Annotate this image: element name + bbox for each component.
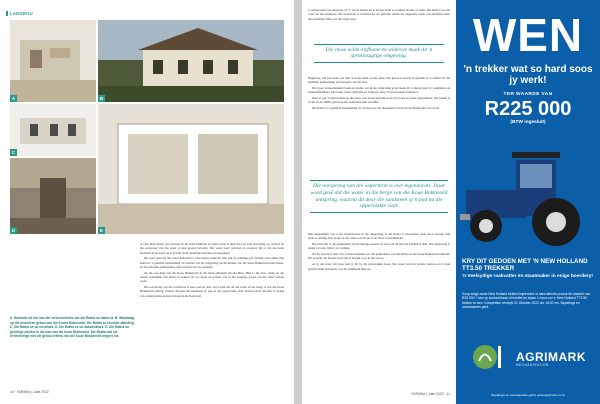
ad-wen-heading: WEN: [472, 9, 584, 61]
right-body-middle: [308, 76, 450, 112]
ad-body-text: Koop enige nuwe New Holland trekker/implement of aanvullende produk ter waarde van R25 000 + btw op kontant/kaart of krediet en staan 'n kans om 'n New Holland TT3.50 trekker te wen. Kompetisie verstryk 31 Oktober 2022 om 18:00 vm. Bepalings en voorwaardes geld.: [462, 292, 591, 310]
photo-e-image: [98, 104, 284, 234]
right-paragraph: Die Rattra is 'n geliefde bestemming vir toeriste wat die skoonheid van die Koue Bokkeveld wil ervaar.: [312, 106, 440, 111]
left-page-footer: 10 · FARMbiz | Julie 2022: [10, 390, 49, 394]
right-paragraph: As jy die water wil proe, kan jy dit by die plaaswinkel koop. Die water word in bottels verkoop en is baie gewild onder besoekers wat dit saamneem huis toe.: [308, 262, 450, 271]
agrimark-logo-subtext: MECHANISATION: [516, 363, 549, 367]
ad-price: R225 000: [484, 98, 572, 120]
photo-e: [98, 104, 284, 234]
right-paragraph: Die groot verskeidenheid bome en plante wat in die omgewing groei maak dit 'n ideale plek vir voëlkykers en natuurliefhebbers. Die reuse wilde olyfbome en wildevye skep 'n betowerende atmosfeer.: [308, 86, 450, 95]
photo-a: [10, 20, 96, 102]
right-body-top: [308, 8, 450, 22]
right-paragraph: Met inagneming van al die vrugteboorde in die omgewing, is die Rattra 'n besonderse plek om te besoek. Die plaas is omring deur berge en die water wat uit die bron vloei is kristalhelder.: [308, 232, 450, 241]
photo-label-b: B: [99, 96, 104, 101]
ad-headline: 'n trekker wat so hard soos jy werk!: [463, 64, 593, 86]
section-tag: LANDBOU: [10, 11, 34, 16]
left-paragraph: Dit word gesê dat die water heilsaam is; baie mense drink dit elke dag en sommige glo dit help teen siekte. Die Rattra is 'n geliefde bestemming vir toeriste wat die omgewing en die kulture van die Koue Bokkeveld kom beleef, en die plaaslike gemeenskap trek voordeel uit die toerisme.: [140, 256, 284, 269]
right-page: [302, 0, 600, 404]
ad-footer[interactable]: Bepalings en voorwaardes geld | www.agrimark.co.za: [491, 393, 565, 397]
photo-caption: A. Roetrots uit een van die vertrekruimtes van die Rattra so halwe ta. B. Wrakbaag op die historiese gebou van die Kouse Bokkeveld. Die Rattra se klooster-afleiding. C. Die Rattra se ou meulhuis. D. Die Rattra se ou dakstrukture. E. Die Rattra so gesellige plekkie in die hart van die Koue Bokkeveld. Die Rattra wat nie herinneringe met die gebou erfenis van die Koue Bokkeveld vergeet nie.: [10, 316, 135, 338]
right-paragraph: Die plaas het 'n ryk geskiedenis en die huidige eienaars is trots om dit met die publiek te deel. Die omgewing is ideaal vir stap, fietsry en voëlkyk.: [308, 242, 450, 251]
section-tag-bar: [6, 11, 8, 16]
ad-subheadline: KRY DIT GEDOEN MET 'N NEW HOLLAND TT3.50 TREKKER: [462, 258, 588, 272]
pull-quote-rule: [314, 62, 444, 63]
right-paragraph: 'n temperatuur van ongeveer 15 °C in die kelder uit te bestee. Daar is verskeie bronne of reeks. Die Rattra was die water uit die sandsteen. Die bronwater is in historiese tye gebruik, omdat die ongerepte water van die Rattra deur die natuurlike filter van die berge loop.: [308, 8, 450, 21]
right-paragraph: Op die terrein is daar ook 'n klein museum wat die geskiedenis van die Rattra en die Koue Bokkeveld uitbeeld. Dit is beslis die moeite werd om te besoek as jy in die area is.: [308, 252, 450, 261]
left-body-column: [140, 242, 284, 300]
agrimark-logo-text: AGRIMARK: [516, 350, 586, 364]
pull-quote-2: [310, 180, 448, 213]
photo-d-image: [10, 158, 96, 234]
photo-a-image: [10, 20, 96, 102]
pull-quote-2-text: Die oorsprong van die waterbron is ewe legendaries. Daar word gesê dat die water in die berge van die Koue Bokkeveld ontspring, waarna dit deur die sandsteen sy'n pad na die oppervlakte vind.: [310, 183, 448, 210]
right-page-footer: FARMbiz | Julie 2022 · 11: [411, 392, 450, 396]
ad-vat-note: (BTW ingesluit): [510, 120, 546, 125]
pull-quote-1-text: Die reuse wilde olyfbome en wildevye maak dit 'n sprokiesagtige omgewing.: [325, 47, 433, 60]
agrimark-advertisement[interactable]: [456, 0, 600, 404]
agrimark-logo-icon: [472, 344, 512, 370]
right-paragraph: Nagenoeg 140 jaar lank was daar 'n water-meul op die plaas. Die gebou is steeds in gebruik as 'n winkel vir die plaaslike gemeenskap en besoekers aan die area.: [308, 76, 450, 85]
left-paragraph: te vaar. Baie mense glo daaraan en dit werk blykbaar vir hulle. Daar is duur die jare baie navorsing oor gedoen en die oorsprong van die water is deur geoloë bevestig. Die water word gebottel en versprei; dit is van die beste kwaliteit in die land, en is gewild onder plaaslike inwoners en besoekers.: [140, 242, 284, 255]
tractor-image: [456, 130, 600, 250]
photo-label-e: E: [99, 228, 103, 233]
left-paragraph: Die oorsprong van die waterbron is eeue oud en daar word gesê dat dit die water in die berge is wat die Koue Bokkeveld omring, waarna dit deur die sandsteen sy pad na die oppervlakte vind. Daarna vloei dit deur 'n stelsel van ondergrondse kanale en kom in die Rattra uit.: [140, 285, 284, 298]
photo-label-c: C: [11, 150, 16, 155]
pull-quote-rule: [310, 212, 448, 213]
photo-d: [10, 158, 96, 234]
left-page: [0, 0, 294, 404]
photo-b-image: [98, 20, 284, 102]
ad-value-label: TER WAARDE VAN: [503, 92, 553, 97]
ad-tagline: 'n Veelsydige raakvatter en staatmaker in enige boerdery!: [462, 274, 593, 279]
photo-label-d: D: [11, 228, 16, 233]
right-body-bottom: [308, 232, 450, 272]
photo-c: [10, 104, 96, 156]
right-paragraph: Daar is ook 'n klein kerkie op die plaas wat steeds gebruik word vir troues en ander geleenthede. Die kerkie is in die vroeë 1900's gebou en het sedertdien min verander.: [308, 96, 450, 105]
photo-label-a: A: [11, 96, 16, 101]
pull-quote-1: [314, 44, 444, 63]
left-paragraph: Op die wes-kant van die Koue Bokkeveld lê die klein gehuggie Op-die-Berg. Hier is die lewe rustig en die mense vriendelik. Die Rattra is bekend vir sy vrugte en groente wat in die vrugbare grond van die vallei verbou word.: [140, 270, 284, 284]
photo-b: [98, 20, 284, 102]
photo-c-image: [10, 104, 96, 156]
